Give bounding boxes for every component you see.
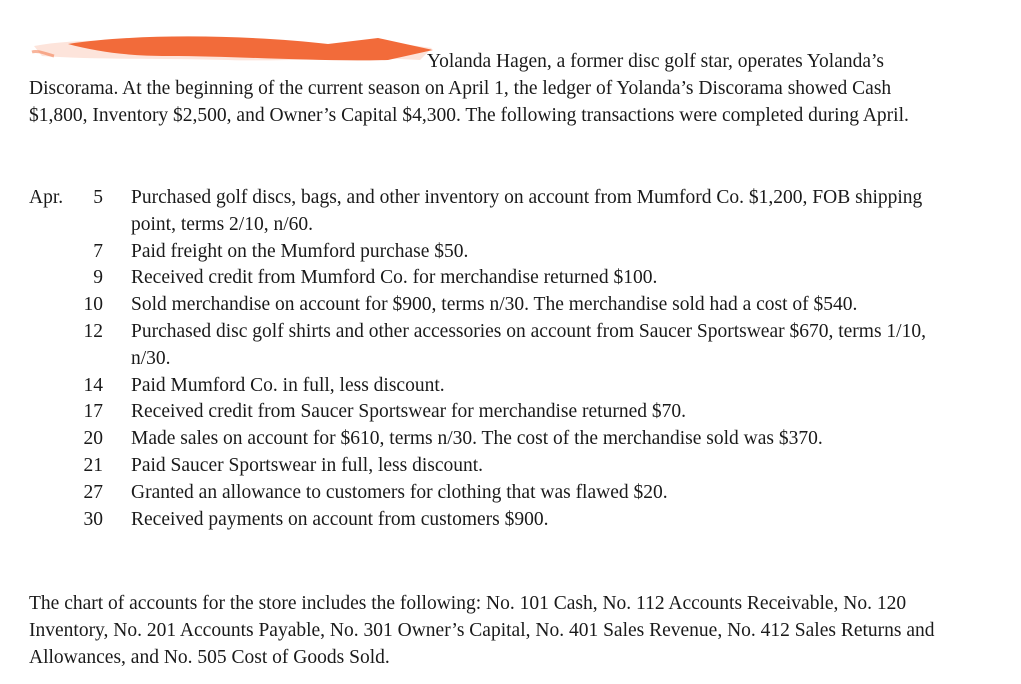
transaction-day: 30 — [83, 508, 103, 530]
transaction-description: Received credit from Mumford Co. for merchandise returned $100. — [131, 267, 658, 289]
transaction-month — [29, 239, 73, 266]
transaction-month — [29, 265, 73, 292]
transaction-row — [29, 265, 959, 292]
transaction-description: Paid freight on the Mumford purchase $50. — [131, 240, 469, 262]
transaction-row — [29, 292, 959, 319]
transaction-description: Paid Mumford Co. in full, less discount. — [131, 374, 445, 396]
transaction-description: Sold merchandise on account for $900, terms n/30. The merchandise sold had a cost of $540. — [131, 294, 858, 316]
transaction-day: 9 — [93, 267, 103, 289]
transaction-month — [29, 319, 73, 373]
transaction-day: 20 — [83, 428, 103, 450]
transaction-month — [29, 453, 73, 480]
intro-rest: Discorama. At the beginning of the current season on April 1, the ledger of Yolanda’s Discorama showed Cash $1,800, Inventory $2,500, and Owner’s Capital $4,300. The following transactions were completed during April. — [29, 78, 909, 126]
transaction-row — [29, 185, 959, 239]
transaction-row — [29, 453, 959, 480]
transaction-description: Received payments on account from customers $900. — [131, 508, 549, 530]
intro-first-line: Yolanda Hagen, a former disc golf star, operates Yolanda’s — [427, 51, 885, 72]
transaction-day: 5 — [93, 187, 103, 208]
transaction-day: 10 — [83, 294, 103, 316]
transaction-month — [29, 426, 73, 453]
chart-of-accounts-text: The chart of accounts for the store includes the following: No. 101 Cash, No. 112 Accounts Receivable, No. 120 Inventory, No. 201 Accounts Payable, No. 301 Owner’s Capital, No. 401 Sales Revenue, No. 412 Sales Returns and Allowances, and No. 505 Cost of Goods Sold. — [29, 593, 935, 668]
transaction-row — [29, 373, 959, 400]
transaction-day: 7 — [93, 240, 103, 262]
transaction-month — [29, 399, 73, 426]
transaction-description: Granted an allowance to customers for clothing that was flawed $20. — [131, 481, 668, 503]
transaction-day: 21 — [83, 454, 103, 476]
transaction-row — [29, 399, 959, 426]
transaction-description: Received credit from Saucer Sportswear for merchandise returned $70. — [131, 401, 686, 423]
transaction-month — [29, 480, 73, 507]
transaction-list — [29, 185, 959, 533]
transaction-day: 14 — [83, 374, 103, 396]
transaction-row — [29, 480, 959, 507]
transaction-month — [29, 292, 73, 319]
transaction-description: Paid Saucer Sportswear in full, less discount. — [131, 454, 484, 476]
transaction-description: Purchased golf discs, bags, and other inventory on account from Mumford Co. $1,200, FOB shipping point, terms 2/10, n/60. — [131, 187, 923, 235]
transaction-row — [29, 239, 959, 266]
transaction-description: Made sales on account for $610, terms n/30. The cost of the merchandise sold was $370. — [131, 428, 823, 450]
problem-intro — [29, 48, 939, 129]
transaction-month — [29, 507, 73, 534]
transaction-day: 17 — [83, 401, 103, 423]
transaction-day: 27 — [83, 481, 103, 503]
transaction-month — [29, 373, 73, 400]
transaction-row — [29, 507, 959, 534]
transaction-description: Purchased disc golf shirts and other accessories on account from Saucer Sportswear $670, terms 1/10, n/30. — [131, 320, 926, 369]
transaction-day: 12 — [83, 320, 103, 342]
transaction-row — [29, 319, 959, 373]
transaction-row — [29, 426, 959, 453]
transaction-month: Apr. — [29, 187, 64, 208]
